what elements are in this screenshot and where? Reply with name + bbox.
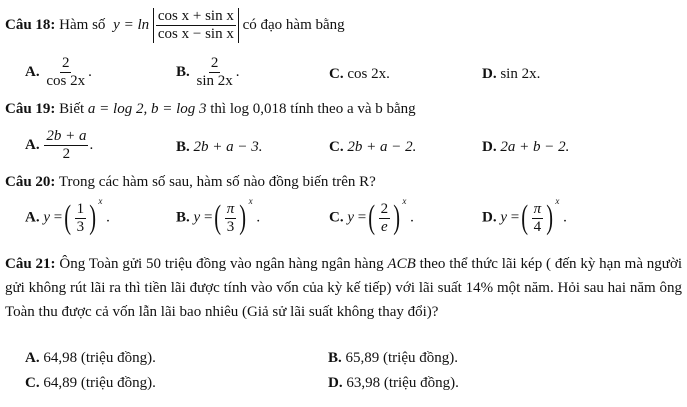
exponent: x: [555, 196, 560, 206]
fraction-denominator: 3: [226, 218, 235, 235]
option-letter: D.: [482, 209, 497, 226]
question-text: Trong các hàm số sau, hàm số nào đồng biến trên R?: [58, 174, 376, 190]
option-letter: D.: [482, 66, 497, 82]
option-a[interactable]: [25, 55, 92, 90]
option-letter: A.: [25, 136, 40, 153]
fraction-denominator: 3: [76, 218, 85, 235]
option-letter: A.: [25, 209, 40, 226]
math-given: a = log 2, b = log 3: [87, 101, 207, 117]
option-letter: D.: [482, 139, 497, 155]
question-label: Câu 19:: [5, 101, 56, 117]
question-text-mid: thì: [210, 101, 227, 117]
fraction-denominator: cos 2x: [46, 73, 86, 89]
option-text: 64,89 (triệu đồng).: [43, 375, 156, 391]
option-d[interactable]: D. y =( $\frac{\pi}{4}$ ) $^x$ .: [482, 196, 567, 236]
option-b[interactable]: [176, 139, 263, 156]
option-b[interactable]: [176, 55, 240, 90]
fraction-numerator: 2: [380, 200, 389, 217]
question-19: [5, 101, 416, 118]
exponent: x: [402, 196, 407, 206]
abs-fraction: [153, 8, 239, 43]
option-text: 63,98 (triệu đồng).: [346, 375, 459, 391]
option-d[interactable]: [328, 375, 459, 392]
fraction-numerator: 2b + a: [46, 128, 87, 144]
fraction-denominator: e: [380, 218, 388, 235]
fraction-numerator: 2: [210, 55, 219, 71]
option-letter: B.: [176, 209, 190, 226]
question-text-cont: theo thể thức lãi kép ( đến kỳ hạn mà người gửi không rút lãi ra thì tiền lãi được tính vào vốn của kỳ kế tiếp) với lãi suất 14% một năm. Hỏi sau hai năm ông Toàn thu được cả vốn lẫn lãi bao nhiêu (Giả sử lãi suất không thay đổi)?: [5, 256, 683, 320]
question-label: Câu 20:: [5, 174, 56, 190]
option-suffix: .: [88, 63, 92, 80]
option-letter: D.: [328, 375, 343, 391]
bank-name: ACB: [387, 256, 416, 272]
option-letter: C.: [25, 375, 40, 391]
fraction-denominator: cos x − sin x: [157, 26, 234, 42]
question-text-tail: có đạo hàm bằng: [242, 16, 345, 33]
option-text: 2b + a − 2.: [347, 139, 417, 155]
question-text-tail: tính theo a và b bằng: [290, 101, 416, 117]
math-expression: log 0,018: [229, 101, 287, 117]
option-a[interactable]: [25, 350, 156, 367]
fraction-numerator: 1: [76, 200, 85, 217]
exponent: x: [248, 196, 253, 206]
option-text: 2b + a − 3.: [193, 139, 263, 155]
question-text: Hàm số: [59, 16, 106, 33]
fraction-numerator: 2: [61, 55, 70, 71]
option-c[interactable]: [329, 66, 390, 83]
fraction-denominator: 4: [533, 218, 542, 235]
question-18: [5, 8, 345, 43]
option-letter: B.: [176, 63, 190, 80]
option-text: sin 2x.: [500, 66, 541, 82]
question-text: Biết: [59, 101, 85, 117]
option-a[interactable]: [25, 128, 93, 163]
fraction-denominator: 2: [62, 146, 71, 162]
math-lhs: y = ln: [113, 16, 150, 33]
option-letter: C.: [329, 66, 344, 82]
option-text: 64,98 (triệu đồng).: [43, 350, 156, 366]
option-letter: A.: [25, 350, 40, 366]
option-c[interactable]: [25, 375, 156, 392]
option-suffix: .: [235, 63, 240, 80]
option-b[interactable]: B. y =( $\frac{\pi}{3}$ ) $^x$ .: [176, 196, 261, 236]
option-d[interactable]: [482, 66, 540, 83]
option-a[interactable]: A. y =( $\frac{1}{3}$ ) $^x$ .: [25, 196, 110, 236]
option-text: cos 2x.: [347, 66, 390, 82]
fraction-numerator: π: [533, 200, 542, 217]
question-text: Ông Toàn gửi 50 triệu đồng vào ngân hàng ngân hàng: [59, 256, 384, 272]
option-letter: B.: [176, 139, 190, 155]
fraction-numerator: π: [226, 200, 235, 217]
option-letter: C.: [329, 209, 344, 226]
option-c[interactable]: C. y =( $\frac{2}{e}$ ) $^x$ .: [329, 196, 414, 236]
option-d[interactable]: [482, 139, 569, 156]
option-suffix: .: [89, 136, 94, 153]
exponent: x: [98, 196, 103, 206]
question-20: [5, 174, 376, 191]
question-21: [5, 252, 682, 324]
option-c[interactable]: [329, 139, 416, 156]
question-label: Câu 18:: [5, 16, 56, 33]
option-text: 2a + b − 2.: [500, 139, 570, 155]
option-letter: B.: [328, 350, 342, 366]
question-label: Câu 21:: [5, 256, 56, 272]
fraction-numerator: cos x + sin x: [157, 8, 234, 24]
option-letter: C.: [329, 139, 344, 155]
option-letter: A.: [25, 63, 40, 80]
option-b[interactable]: [328, 350, 458, 367]
fraction-denominator: sin 2x: [196, 73, 233, 89]
option-text: 65,89 (triệu đồng).: [345, 350, 458, 366]
